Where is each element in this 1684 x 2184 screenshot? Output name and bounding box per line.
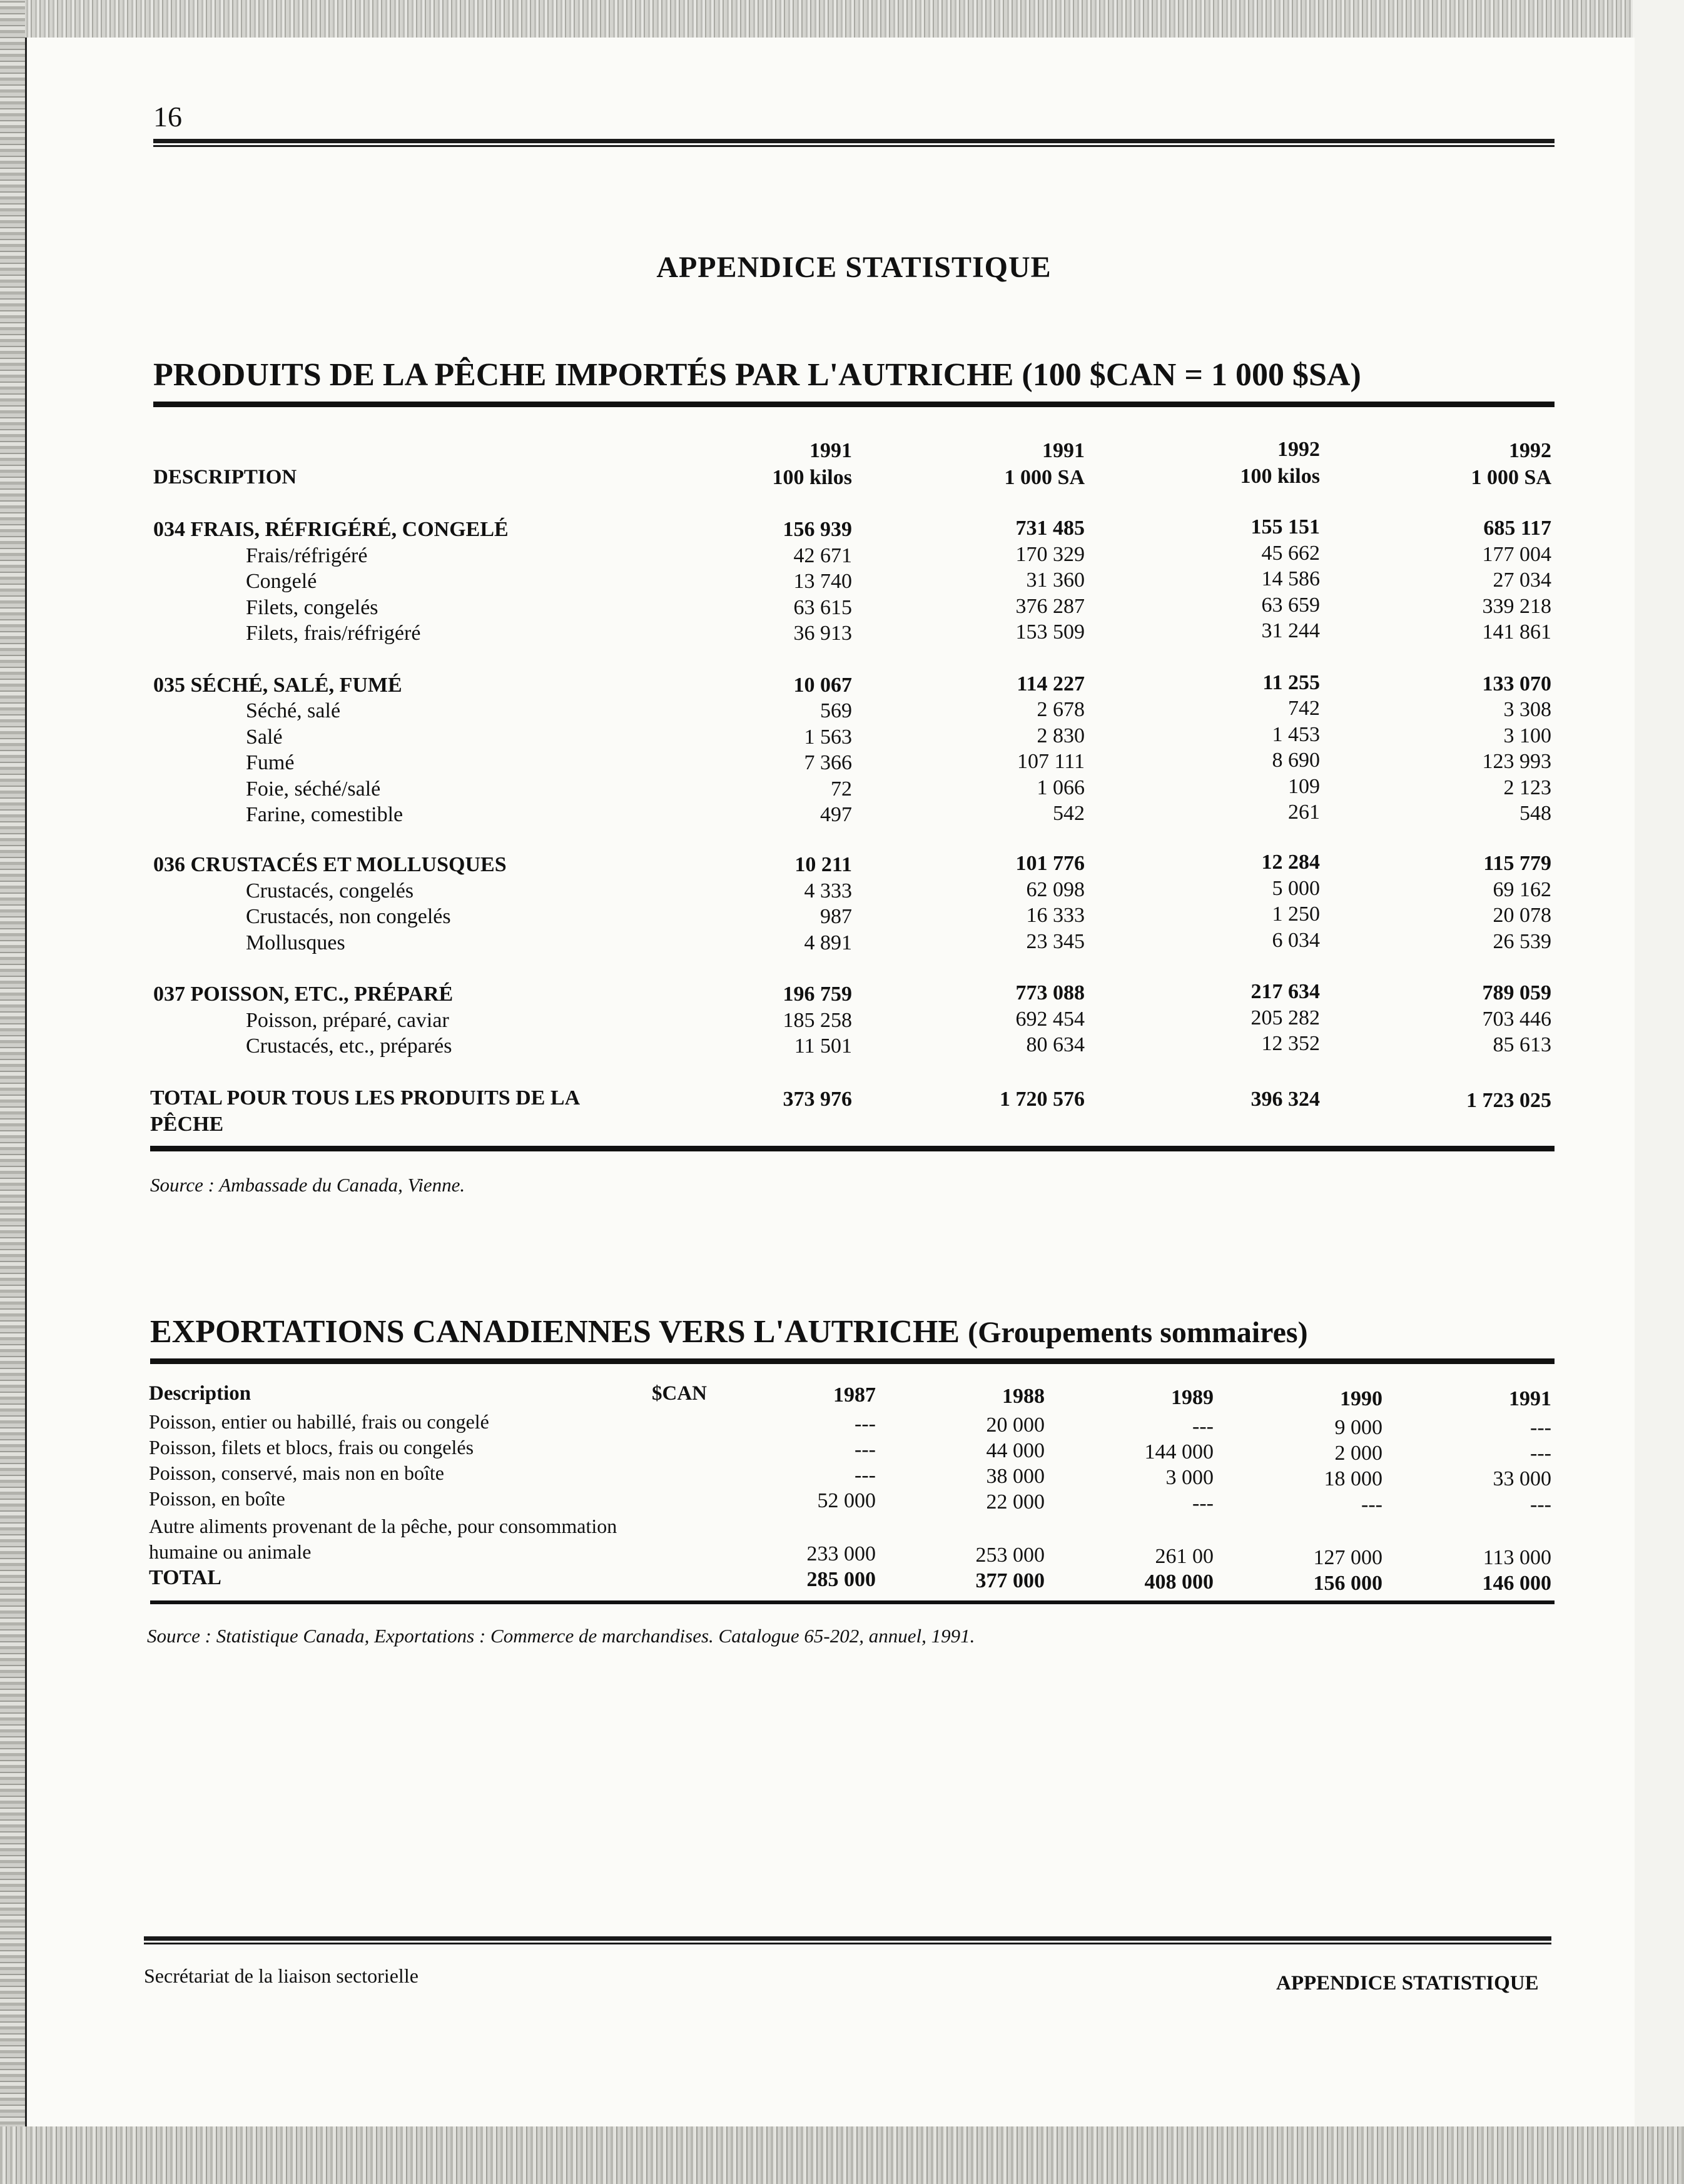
- table-cell: 196 759: [783, 983, 852, 1006]
- table-cell: 123 993: [1482, 750, 1551, 773]
- table-cell: 141 861: [1482, 620, 1551, 644]
- table-cell: 2 678: [1037, 698, 1085, 721]
- item-label: Poisson, préparé, caviar: [246, 1009, 449, 1032]
- table-cell: 773 088: [1015, 981, 1085, 1004]
- table-cell: 133 070: [1482, 672, 1551, 695]
- table-cell: 72: [831, 777, 852, 801]
- item-label: Mollusques: [246, 931, 345, 954]
- table-cell: 113 000: [1483, 1546, 1551, 1569]
- table-cell: 253 000: [975, 1544, 1045, 1567]
- table2-year-1991: 1991: [1509, 1387, 1551, 1410]
- table-cell: ---: [855, 1464, 876, 1487]
- table-cell: 63 659: [1261, 594, 1320, 617]
- table2-title-sub: (Groupements sommaires): [968, 1316, 1308, 1349]
- table-cell: 11 255: [1262, 671, 1320, 694]
- table-cell: 376 287: [1015, 595, 1085, 618]
- table-cell: 396 324: [1250, 1088, 1320, 1111]
- table-cell: 285 000: [806, 1568, 876, 1591]
- table2-desc-header: Description: [149, 1382, 251, 1405]
- table2-row-label: Poisson, filets et blocs, frais ou congelés: [149, 1436, 474, 1459]
- table-cell: 155 151: [1250, 515, 1320, 538]
- table-cell: 52 000: [817, 1489, 876, 1512]
- table-cell: 144 000: [1144, 1440, 1214, 1464]
- table-cell: 156 939: [783, 518, 852, 541]
- table-cell: 9 000: [1334, 1416, 1382, 1439]
- table1-col2-unit: 1 000 SA: [1004, 466, 1085, 489]
- table-cell: 170 329: [1015, 543, 1085, 566]
- table1-col3-year: 1992: [1277, 438, 1320, 461]
- table-cell: 789 059: [1482, 981, 1551, 1004]
- table2-year-1989: 1989: [1171, 1386, 1214, 1409]
- table-cell: 205 282: [1250, 1006, 1320, 1029]
- table-cell: 2 830: [1037, 724, 1085, 747]
- table-cell: 36 913: [793, 622, 852, 645]
- table-cell: 4 333: [804, 879, 852, 902]
- table-cell: 16 333: [1026, 904, 1085, 927]
- table-cell: 22 000: [986, 1490, 1045, 1514]
- footer-rule: [144, 1936, 1551, 1944]
- table-cell: 45 662: [1261, 542, 1320, 565]
- table1-col4-unit: 1 000 SA: [1471, 466, 1551, 489]
- table-cell: 20 078: [1493, 904, 1551, 927]
- table-cell: 377 000: [975, 1569, 1045, 1592]
- table-cell: 3 308: [1503, 698, 1551, 721]
- document-page: [25, 38, 1635, 2126]
- table-cell: 742: [1288, 697, 1320, 720]
- table-cell: ---: [1530, 1493, 1551, 1516]
- table-cell: 44 000: [986, 1439, 1045, 1462]
- table-cell: 8 690: [1272, 749, 1320, 772]
- table-cell: 115 779: [1483, 852, 1551, 875]
- table2-title: [150, 1313, 1308, 1350]
- table-cell: 11 501: [794, 1034, 852, 1058]
- table-cell: 63 615: [793, 596, 852, 619]
- table-cell: 1 250: [1272, 902, 1320, 926]
- table-cell: 497: [820, 803, 852, 826]
- table-cell: 85 613: [1493, 1033, 1551, 1056]
- table-cell: 261 00: [1155, 1545, 1214, 1568]
- item-label: Congelé: [246, 570, 317, 593]
- table2-row-label-line1: Autre aliments provenant de la pêche, pour consommation: [149, 1515, 617, 1537]
- table-cell: 127 000: [1313, 1546, 1382, 1569]
- table2-total-label: TOTAL: [149, 1566, 221, 1589]
- table-cell: 3 000: [1165, 1466, 1214, 1489]
- table-cell: 69 162: [1493, 878, 1551, 901]
- table-cell: 31 244: [1261, 619, 1320, 642]
- scan-border-right: [1633, 0, 1684, 2184]
- table1-bottom-rule: [150, 1146, 1555, 1151]
- table2-row-label: Poisson, en boîte: [149, 1487, 285, 1510]
- table-cell: ---: [1192, 1492, 1214, 1515]
- table-cell: 107 111: [1017, 750, 1085, 773]
- footer-left-text: Secrétariat de la liaison sectorielle: [144, 1964, 418, 1987]
- table-cell: 731 485: [1015, 517, 1085, 540]
- table-cell: 62 098: [1026, 878, 1085, 901]
- table-cell: 156 000: [1313, 1572, 1382, 1595]
- table2-row-label: Poisson, entier ou habillé, frais ou congelé: [149, 1410, 489, 1433]
- table-cell: 339 218: [1482, 595, 1551, 618]
- table-cell: 1 723 025: [1466, 1089, 1551, 1112]
- table-cell: 10 211: [794, 853, 852, 876]
- table-cell: 548: [1519, 802, 1551, 825]
- group-036-label: 036 CRUSTACÉS ET MOLLUSQUES: [153, 853, 507, 876]
- table2-top-rule: [150, 1358, 1555, 1364]
- table-cell: 2 123: [1503, 776, 1551, 799]
- table-cell: ---: [1192, 1415, 1214, 1438]
- table-cell: 12 352: [1261, 1032, 1320, 1055]
- table-cell: 569: [820, 699, 852, 722]
- table1-col1-unit: 100 kilos: [772, 466, 852, 489]
- table1-col1-year: 1991: [809, 439, 852, 462]
- table-cell: 6 034: [1272, 929, 1320, 952]
- table-cell: 692 454: [1015, 1008, 1085, 1031]
- table-cell: 146 000: [1482, 1572, 1551, 1595]
- table1-source: Source : Ambassade du Canada, Vienne.: [150, 1174, 465, 1196]
- table-cell: 185 258: [783, 1009, 852, 1032]
- item-label: Foie, séché/salé: [246, 777, 381, 801]
- table-cell: 1 720 576: [1000, 1088, 1085, 1111]
- table-cell: ---: [1530, 1416, 1551, 1439]
- table-cell: 33 000: [1493, 1467, 1551, 1490]
- table-cell: 109: [1288, 775, 1320, 798]
- item-label: Crustacés, etc., préparés: [246, 1034, 452, 1058]
- item-label: Crustacés, non congelés: [246, 905, 451, 928]
- table1-col4-year: 1992: [1509, 439, 1551, 462]
- table-cell: 987: [820, 905, 852, 928]
- item-label: Frais/réfrigéré: [246, 544, 368, 567]
- item-label: Filets, congelés: [246, 596, 378, 619]
- table-cell: ---: [855, 1438, 876, 1461]
- table2-year-1990: 1990: [1340, 1387, 1382, 1410]
- table-cell: 12 284: [1261, 851, 1320, 874]
- table-cell: ---: [1530, 1442, 1551, 1465]
- table-cell: 373 976: [783, 1088, 852, 1111]
- table-cell: 1 066: [1037, 776, 1085, 799]
- table-cell: 153 509: [1015, 620, 1085, 644]
- table-cell: 14 586: [1261, 567, 1320, 590]
- table2-currency-header: $CAN: [652, 1382, 707, 1405]
- table1-top-rule: [153, 402, 1555, 407]
- table-cell: 4 891: [804, 931, 852, 954]
- table-cell: 114 227: [1017, 672, 1085, 695]
- table2-year-1988: 1988: [1002, 1385, 1045, 1408]
- table-cell: 542: [1053, 802, 1085, 825]
- table-cell: 18 000: [1324, 1467, 1382, 1490]
- table-cell: ---: [1361, 1493, 1382, 1516]
- item-label: Salé: [246, 725, 283, 749]
- table-cell: 217 634: [1250, 980, 1320, 1003]
- table-cell: 408 000: [1144, 1570, 1214, 1594]
- table1-col3-unit: 100 kilos: [1240, 465, 1320, 488]
- table1-desc-header: DESCRIPTION: [153, 466, 297, 488]
- table-cell: 3 100: [1503, 724, 1551, 747]
- table-cell: ---: [855, 1412, 876, 1435]
- footer-right-text: APPENDICE STATISTIQUE: [1276, 1972, 1539, 1994]
- table-cell: 10 067: [793, 674, 852, 697]
- table-cell: 1 563: [804, 725, 852, 749]
- table-cell: 20 000: [986, 1413, 1045, 1437]
- table2-source: Source : Statistique Canada, Exportations : Commerce de marchandises. Catalogue 65-202, annuel, 1991.: [147, 1625, 975, 1647]
- group-037-label: 037 POISSON, ETC., PRÉPARÉ: [153, 983, 454, 1006]
- group-035-label: 035 SÉCHÉ, SALÉ, FUMÉ: [153, 674, 402, 697]
- item-label: Crustacés, congelés: [246, 879, 414, 902]
- table-cell: 42 671: [793, 544, 852, 567]
- table-cell: 177 004: [1482, 543, 1551, 566]
- table1-total-label-line1: TOTAL POUR TOUS LES PRODUITS DE LA: [150, 1086, 581, 1110]
- table2-row-label: Poisson, conservé, mais non en boîte: [149, 1462, 444, 1484]
- table-cell: 1 453: [1272, 723, 1320, 746]
- table-cell: 2 000: [1334, 1442, 1382, 1465]
- item-label: Filets, frais/réfrigéré: [246, 622, 421, 645]
- table-cell: 5 000: [1272, 877, 1320, 900]
- table-cell: 80 634: [1026, 1033, 1085, 1056]
- scan-border-left: [0, 0, 25, 2184]
- item-label: Séché, salé: [246, 699, 341, 722]
- table-cell: 38 000: [986, 1465, 1045, 1488]
- table-cell: 27 034: [1493, 569, 1551, 592]
- item-label: Fumé: [246, 751, 295, 774]
- appendix-title: APPENDICE STATISTIQUE: [656, 251, 1052, 284]
- header-rule: [153, 139, 1555, 147]
- group-034-label: 034 FRAIS, RÉFRIGÉRÉ, CONGELÉ: [153, 518, 509, 541]
- item-label: Farine, comestible: [246, 803, 403, 826]
- table1-col2-year: 1991: [1042, 439, 1085, 462]
- table1-total-label-line2: PÊCHE: [150, 1113, 224, 1136]
- table2-row-label-line2: humaine ou animale: [149, 1540, 312, 1563]
- table2-year-1987: 1987: [833, 1383, 876, 1407]
- table2-title-main: EXPORTATIONS CANADIENNES VERS L'AUTRICHE: [150, 1314, 960, 1350]
- table-cell: 703 446: [1482, 1008, 1551, 1031]
- table1-title: PRODUITS DE LA PÊCHE IMPORTÉS PAR L'AUTRICHE (100 $CAN = 1 000 $SA): [153, 357, 1361, 393]
- table-cell: 23 345: [1026, 930, 1085, 953]
- table-cell: 101 776: [1015, 852, 1085, 875]
- table-cell: 13 740: [793, 570, 852, 593]
- table-cell: 261: [1288, 801, 1320, 824]
- scan-border-top: [0, 0, 1684, 38]
- scan-border-bottom: [0, 2126, 1684, 2184]
- table-cell: 26 539: [1493, 930, 1551, 953]
- table2-bottom-rule: [150, 1600, 1555, 1604]
- table-cell: 233 000: [806, 1542, 876, 1565]
- table-cell: 31 360: [1026, 569, 1085, 592]
- page-number: 16: [153, 101, 182, 133]
- table-cell: 7 366: [804, 751, 852, 774]
- table-cell: 685 117: [1483, 517, 1551, 540]
